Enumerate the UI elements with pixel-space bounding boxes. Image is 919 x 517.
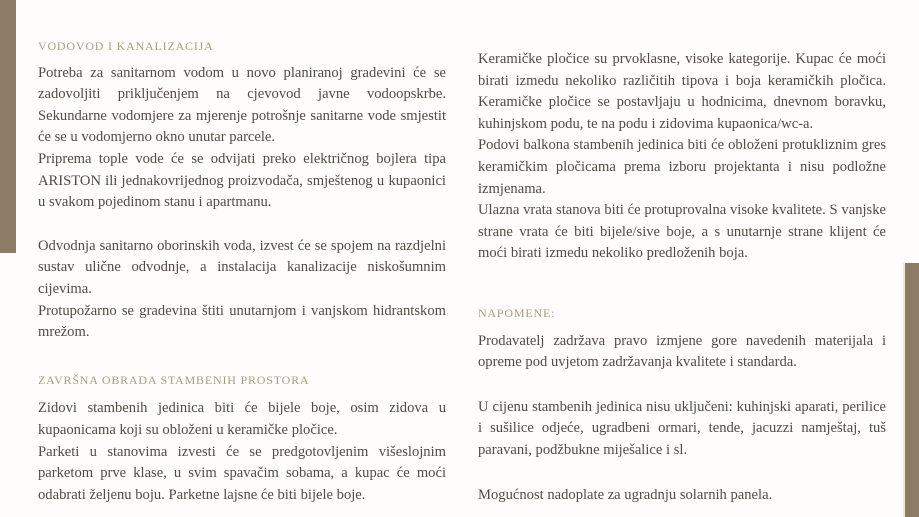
left-accent-bar	[0, 0, 16, 253]
paragraph-not-included: U cijenu stambenih jedinica nisu uključeni: kuhinjski aparati, perilice i sušilice odjeće, ugradbeni ormari, tende, jacuzzi namještaj, tuš paravani, podžbukne miješalice i sl.	[478, 398, 886, 458]
section-heading-zavrsna-obrada: ZAVRŠNA OBRADA STAMBENIH PROSTORA	[38, 372, 310, 387]
paragraph-drainage: Odvodnja sanitarno oborinskih voda, izvest će se spojem na razdjelni sustav ulične odvodnje, a instalacija kanalizacije niskošumnim cijevima.	[38, 237, 446, 297]
right-column	[478, 36, 886, 506]
section-heading-vodovod: VODOVOD I KANALIZACIJA	[38, 39, 214, 53]
paragraph-ceramic-tiles: Keramičke pločice su prvoklasne, visoke kategorije. Kupac će moći birati izmedu nekoliko različitih tipova i boja keramičkih pločica. Keramičke pločice se postavljaju u hodnicima, dnevnom boravku, kuhinjskom podu, te na podu i zidovima kupaonica/wc-a.	[478, 51, 886, 132]
section-heading-napomene: NAPOMENE:	[478, 305, 556, 320]
paragraph-balcony-floors: Podovi balkona stambenih jedinica biti će obloženi protukliznim gres keramičkim pločicama prema izboru projektanta i nisu podložne izmjenama.	[478, 137, 886, 197]
paragraph-hot-water: Priprema tople vode će se odvijati preko električnog bojlera tipa ARISTON ili jednakovrijednog proizvodača, smještenog u kupaonici u svakom pojedinom stanu i apartmanu.	[38, 150, 446, 211]
paragraph-water-supply: Potreba za sanitarnom vodom u novo planiranoj gradevini će se zadovoljiti priključenjem na cjevovod javne vodoopskrbe. Sekundarne vodomjere za mjerenje potrošnje sanitarne vode smjestit će se u vodomjerno okno unutar parcele.	[38, 64, 446, 146]
paragraph-fire-protection: Protupožarno se gradevina štiti unutarnjom i vanjskom hidrantskom mrežom.	[38, 302, 446, 341]
paragraph-seller-rights: Prodavatelj zadržava pravo izmjene gore navedenih materijala i opreme pod uvjetom zadržavanja kvalitete i standarda.	[478, 332, 886, 371]
paragraph-entrance-doors: Ulazna vrata stanova biti će protuprovalna visoke kvalitete. S vanjske strane vrata će biti bijele/sive boje, a s unutarnje strane klijent će moći birati izmedu nekoliko predloženih boja.	[478, 202, 886, 262]
page-content	[38, 36, 886, 506]
paragraph-solar-panels: Mogućnost nadoplate za ugradnju solarnih panela.	[478, 486, 773, 503]
paragraph-parquet: Parketi u stanovima izvesti će se predgotovljenim višeslojnim parketom prve klase, u svim spavačim sobama, a kupac će moći odabrati željenu boju. Parketne lajsne će biti bijele boje.	[38, 443, 446, 503]
left-column	[38, 36, 446, 506]
right-accent-bar	[903, 263, 919, 517]
paragraph-walls: Zidovi stambenih jedinica biti će bijele boje, osim zidova u kupaonicama koji su obloženi u keramičke pločice.	[38, 400, 446, 438]
